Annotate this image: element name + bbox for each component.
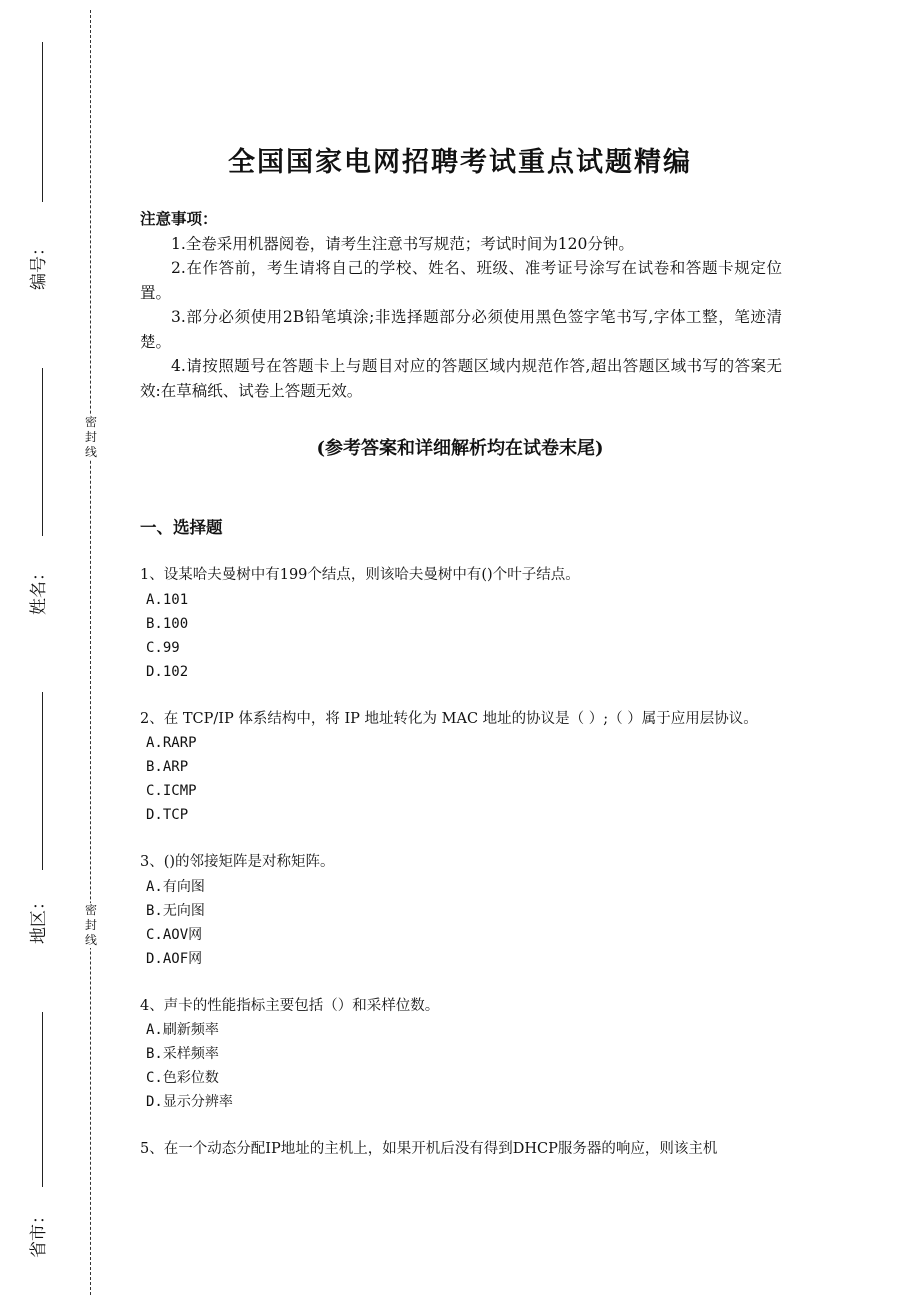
question-option: D.102 [146, 663, 189, 680]
question-option: D.AOF网 [146, 950, 203, 967]
question-stem: 2、在 TCP/IP 体系结构中，将 IP 地址转化为 MAC 地址的协议是（ ）;（ ）属于应用层协议。 [140, 710, 758, 727]
question [140, 707, 782, 828]
question-option: B.无向图 [146, 902, 205, 919]
question-stem: 5、在一个动态分配IP地址的主机上，如果开机后没有得到DHCP服务器的响应，则该主机 [140, 1141, 718, 1157]
region-field-line[interactable] [42, 692, 43, 870]
question-option: C.AOV网 [146, 926, 203, 943]
seal-mark [84, 415, 98, 460]
page-title: 全国国家电网招聘考试重点试题精编 [228, 147, 692, 178]
number-field-line[interactable] [42, 42, 43, 202]
name-field-line[interactable] [42, 368, 43, 536]
seal-char: 线 [84, 933, 97, 947]
seal-char: 线 [84, 445, 97, 459]
number-field-label: 编号： [29, 239, 49, 290]
seal-char: 封 [84, 430, 97, 444]
question-option: B.采样频率 [146, 1046, 219, 1062]
seal-char: 密 [84, 903, 97, 917]
question [140, 563, 782, 684]
region-field-label: 地区： [29, 893, 49, 944]
seal-dashed-line [90, 10, 91, 1295]
question-stem: 3、()的邻接矩阵是对称矩阵。 [140, 854, 335, 870]
province-field-line[interactable] [42, 1012, 43, 1187]
question-option: B.ARP [146, 759, 189, 775]
binding-margin [0, 0, 110, 1302]
question [140, 1137, 782, 1162]
section-title: 一、选择题 [140, 518, 223, 537]
answer-note: (参考答案和详细解析均在试卷末尾) [316, 438, 604, 459]
question-stem: 4、声卡的性能指标主要包括（）和采样位数。 [140, 997, 440, 1014]
question-option: D.显示分辨率 [146, 1094, 233, 1110]
question [140, 850, 782, 971]
question-option: A.刷新频率 [146, 1022, 219, 1038]
question-option: C.99 [146, 639, 180, 656]
name-field-label: 姓名： [29, 564, 49, 615]
seal-char: 封 [84, 918, 97, 932]
notice-block [140, 207, 782, 403]
question-stem: 1、设某哈夫曼树中有199个结点，则该哈夫曼树中有()个叶子结点。 [140, 567, 580, 583]
notice-item: 4.请按照题号在答题卡上与题目对应的答题区域内规范作答,超出答题区域书写的答案无效:在草稿纸、试卷上答题无效。 [140, 357, 782, 400]
question-option: B.100 [146, 615, 189, 632]
question-option: D.TCP [146, 807, 189, 823]
notice-item: 2.在作答前，考生请将自己的学校、姓名、班级、准考证号涂写在试卷和答题卡规定位置。 [140, 259, 782, 302]
province-field-label: 省市： [29, 1207, 49, 1258]
seal-char: 密 [84, 415, 97, 429]
question-option: C.ICMP [146, 783, 197, 799]
question [140, 994, 782, 1115]
question-option: A.101 [146, 591, 189, 608]
question-option: C.色彩位数 [146, 1070, 219, 1086]
question-option: A.RARP [146, 735, 197, 751]
question-list [140, 563, 782, 1185]
seal-mark [84, 903, 98, 948]
notice-item: 3.部分必须使用2B铅笔填涂;非选择题部分必须使用黑色签字笔书写,字体工整，笔迹清楚。 [140, 308, 782, 351]
notice-heading: 注意事项： [140, 209, 218, 228]
question-option: A.有向图 [146, 878, 205, 895]
notice-item: 1.全卷采用机器阅卷，请考生注意书写规范；考试时间为120分钟。 [171, 234, 634, 253]
